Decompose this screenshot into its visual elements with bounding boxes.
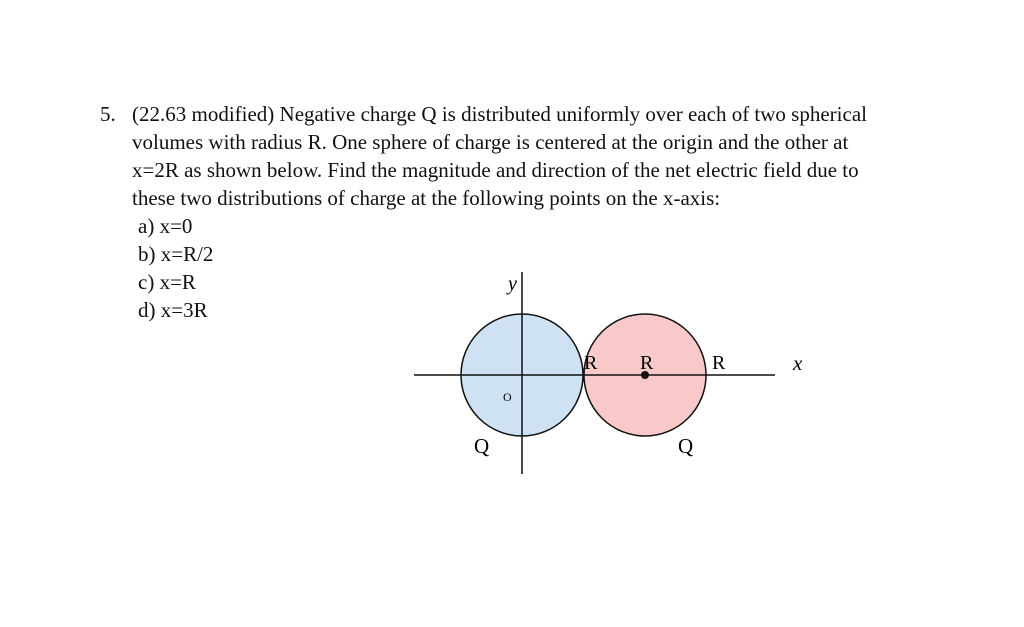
y-axis-label: y	[508, 273, 517, 295]
part-a: a) x=0	[138, 214, 193, 238]
radius-label-1: R	[584, 352, 598, 374]
radius-label-2: R	[640, 352, 654, 374]
part-d: d) x=3R	[138, 298, 208, 322]
problem-text: (22.63 modified) Negative charge Q is distributed uniformly over each of two spherical volumes with radius R. One sphere of charge is centered at the origin and the other at x=2R as shown below. Find the magnitude and direction of the net electric field due to these two distributions of charge at the following points on the x-axis:	[132, 102, 867, 210]
left-sphere-charge-label: Q	[474, 434, 490, 458]
problem-number: 5.	[100, 102, 116, 126]
part-b: b) x=R/2	[138, 242, 214, 266]
part-c: c) x=R	[138, 270, 196, 294]
radius-label-3: R	[712, 352, 726, 374]
origin-label: O	[503, 390, 512, 404]
right-sphere-charge-label: Q	[678, 434, 694, 458]
x-axis-label: x	[793, 351, 803, 375]
